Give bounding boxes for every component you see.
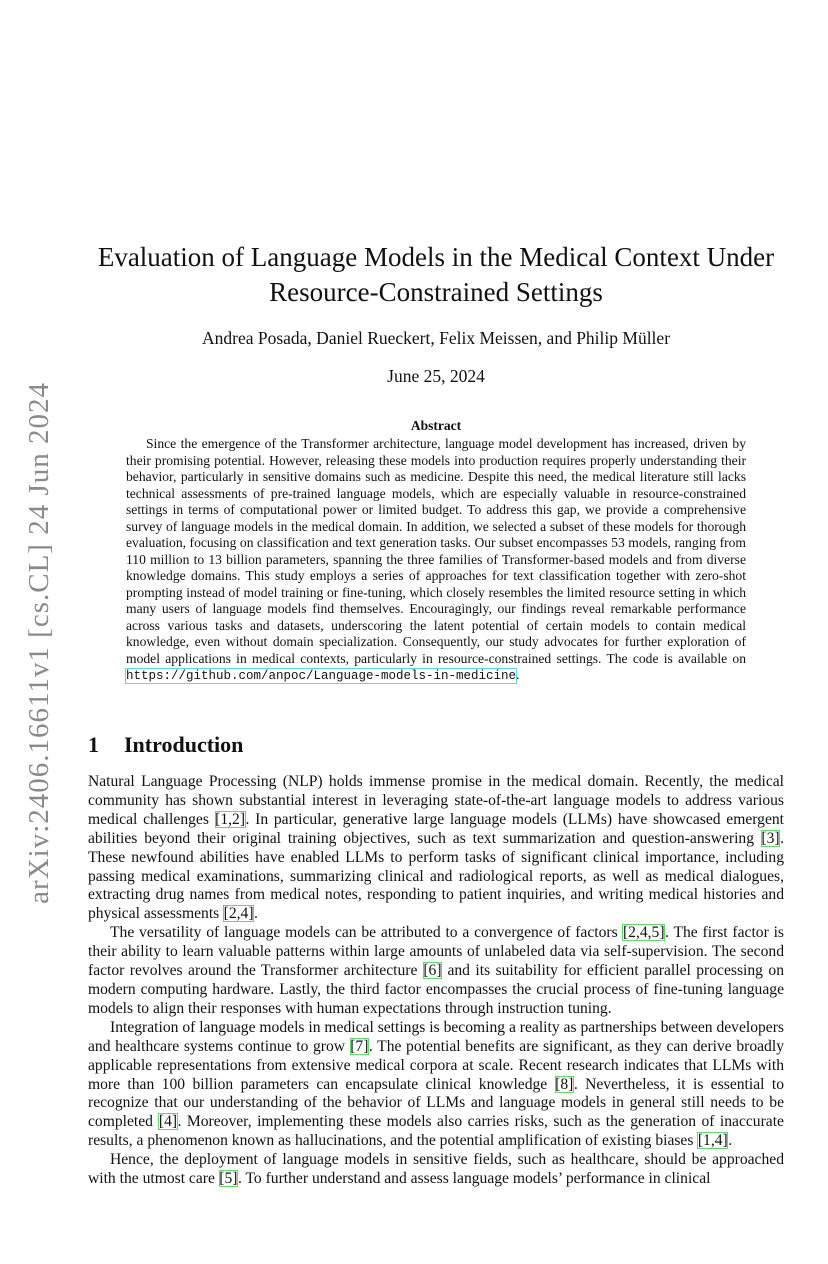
citation-link[interactable]: [1,4] xyxy=(697,1132,728,1150)
p2-text-c: and its suitability for efficient parallel processing on modern computing hardware. Lastly, the third factor encompasses the crucial process of fine-tuning language models to align their responses with human expectations through instruction tuning. xyxy=(88,962,784,1017)
citation-link[interactable]: [6] xyxy=(423,962,442,980)
p3-text-c: . Nevertheless, it is essential to recognize that our understanding of the behavior of LLMs and language models in general still needs to be completed xyxy=(88,1075,784,1131)
p3-text-e: . xyxy=(728,1132,733,1150)
citation-link[interactable]: [7] xyxy=(350,1037,369,1055)
paragraph-1 xyxy=(88,773,784,924)
paragraph-4 xyxy=(88,1151,784,1189)
p4-text-a: Hence, the deployment of language models in sensitive fields, such as healthcare, should be approached with the utmost care xyxy=(88,1151,784,1188)
citation-link[interactable]: [2,4] xyxy=(223,905,254,923)
abstract-text xyxy=(126,436,746,685)
p2-text-b: . The first factor is their ability to learn valuable patterns within large amounts of unlabeled data via self-supervision. The second factor revolves around the Transformer architecture xyxy=(88,924,784,980)
arxiv-identifier xyxy=(22,378,56,908)
introduction-body xyxy=(88,773,784,1189)
arxiv-identifier-text: arXiv:2406.16611v1 [cs.CL] 24 Jun 2024 xyxy=(22,382,55,904)
p2-text-a: The versatility of language models can be attributed to a convergence of factors xyxy=(110,924,623,942)
section-heading-introduction xyxy=(88,732,243,758)
p1-text-d: . xyxy=(254,905,258,923)
section-number: 1 xyxy=(88,732,99,757)
p3-text-a: Integration of language models in medical settings is becoming a reality as partnerships between developers and healthcare systems continue to grow xyxy=(88,1018,784,1055)
title-line-2: Resource-Constrained Settings xyxy=(269,277,603,307)
p3-text-b: . The potential benefits are significant, as they can derive broadly applicable representations from extensive medical corpora at scale. Recent research indicates that LLMs with more than 100 billion parameters can encapsulate clinical knowledge xyxy=(88,1037,784,1093)
citation-link[interactable]: [2,4,5] xyxy=(622,924,665,942)
p1-text-c: . These newfound abilities have enabled LLMs to perform tasks of significant clinical importance, including passing medical examinations, summarizing clinical and radiological reports, as well as medical dialogues, extracting drug names from medical notes, responding to patient inquiries, and writing medical histories and physical assessments xyxy=(88,829,784,923)
citation-link[interactable]: [8] xyxy=(555,1075,574,1093)
p1-text-a: Natural Language Processing (NLP) holds immense promise in the medical domain. Recently, the medical community has shown substantial interest in leveraging state-of-the-art language models to address various medical challenges xyxy=(88,773,784,828)
p1-text-b: . In particular, generative large language models (LLMs) have showcased emergent abilities beyond their original training objectives, such as text summarization and question-answering xyxy=(88,810,784,847)
section-title: Introduction xyxy=(124,732,244,757)
abstract-end: . xyxy=(516,667,520,682)
code-repository-link[interactable]: https://github.com/anpoc/Language-models-in-medicine xyxy=(126,669,517,683)
abstract-body-text: Since the emergence of the Transformer architecture, language model development has increased, driven by their promising potential. However, releasing these models into production requires properly understanding their behavior, particularly in sensitive domains such as medicine. Despite this need, the medical literature still lacks technical assessments of pre-trained language models, which are especially valuable in resource-constrained settings in terms of computational power or limited budget. To address this gap, we provide a comprehensive survey of language models in the medical domain. In addition, we selected a subset of these models for thorough evaluation, focusing on classification and text generation tasks. Our subset encompasses 53 models, ranging from 110 million to 13 billion parameters, spanning the three families of Transformer-based models and from diverse knowledge domains. This study employs a series of approaches for text classification together with zero-shot prompting instead of model training or fine-tuning, which closely resembles the limited resource setting in which many users of language models find themselves. Encouragingly, our findings reveal remarkable performance across various tasks and datasets, underscoring the latent potential of certain models to contain medical knowledge, even without domain specialization. Consequently, our study advocates for further exploration of model applications in medical contexts, particularly in resource-constrained settings. The code is available on xyxy=(126,436,746,666)
citation-link[interactable]: [4] xyxy=(158,1113,178,1131)
citation-link[interactable]: [3] xyxy=(761,829,780,847)
p4-text-b: . To further understand and assess language models’ performance in clinical xyxy=(237,1170,711,1188)
publication-date: June 25, 2024 xyxy=(387,366,485,386)
citation-link[interactable]: [1,2] xyxy=(215,810,246,828)
paragraph-2 xyxy=(88,924,784,1019)
paper-title xyxy=(88,240,784,310)
title-line-1: Evaluation of Language Models in the Medical Context Under xyxy=(97,242,775,272)
abstract-heading: Abstract xyxy=(410,418,462,433)
p3-text-d: . Moreover, implementing these models also carries risks, such as the generation of inaccurate results, a phenomenon known as hallucinations, and the potential amplification of existing biases xyxy=(88,1113,784,1150)
citation-link[interactable]: [5] xyxy=(219,1170,238,1188)
paragraph-3 xyxy=(88,1019,784,1151)
author-list: Andrea Posada, Daniel Rueckert, Felix Meissen, and Philip Müller xyxy=(201,328,671,348)
